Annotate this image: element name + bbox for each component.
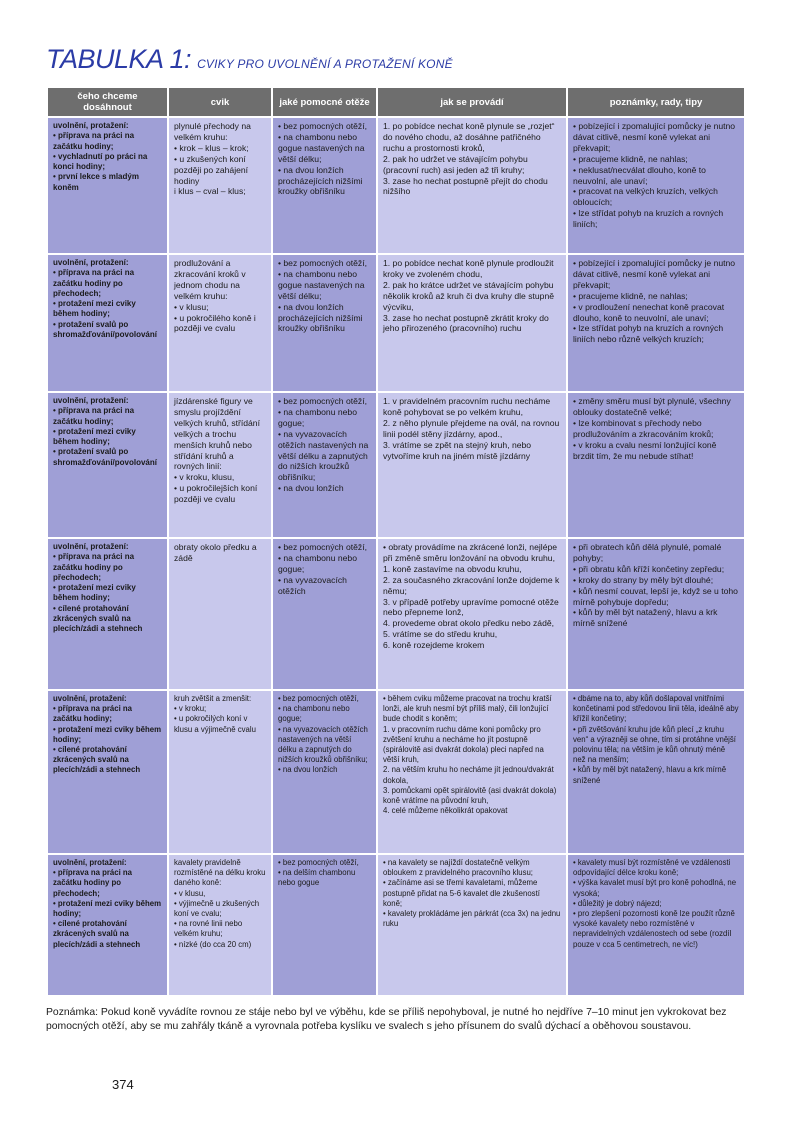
- procedure-cell: [377, 854, 567, 996]
- notes-cell-text: • kavalety musí být rozmístěné ve vzdálenosti odpovídající délce kroku koně; • výška kavalet musí být pro koně pohodlná, ne vysoká; • důležitý je dobrý nájezd; • pro zlepšení pozornosti koně lze použít různě vysoké kavalety nebo rozmístěné v nepravidelných vzdálenostech od sebe (rozdíl pouze v cca 5 centimetrech, ne víc!): [573, 858, 737, 949]
- reins-cell: [272, 854, 377, 996]
- exercise-cell-text: kruh zvětšit a zmenšit: • v kroku; • u pokročilých koní v klusu a výjimečně cvalu: [174, 694, 256, 734]
- reins-cell-text: • bez pomocných otěží, • na chambonu nebo gogue nastavených na větší délku; • na dvou lonžích procházejících nižšími kroužky obřišníku: [278, 121, 367, 197]
- notes-cell-text: • pobízející i zpomalující pomůcky je nutno dávat citlivě, nesmí koně vylekat ani překvapit; • pracujeme klidně, ne nahlas; • v prodloužení nenechat koně pracovat dlouho, koně to neuvolní, ale unaví; • lze střídat pohyb na kruzích a rovných liniích nebo různě velkých kruzích;: [573, 258, 736, 345]
- table-body: [47, 117, 745, 996]
- reins-cell: [272, 392, 377, 538]
- goal-cell-text: uvolnění, protažení: • příprava na práci na začátku hodiny po přechodech; • protažení mezi cviky během hodiny; • protažení svalů po shromažďování/povolování: [53, 258, 157, 340]
- procedure-cell-text: 1. v pravidelném pracovním ruchu necháme koně pohybovat se po velkém kruhu, 2. z něho plynule přejdeme na ovál, na rovnou linii podél stěny jízdárny, apod., 3. vrátíme se zpět na stejný kruh, nebo vytvoříme kruh na jiném místě jízdárny: [383, 396, 560, 461]
- table-title: [46, 44, 453, 74]
- notes-cell-text: • pobízející i zpomalující pomůcky je nutno dávat citlivě, nesmí koně vylekat ani překvapit; • pracujeme klidně, ne nahlas; • neklusat/necválat dlouho, koně to neuvolní, ale unaví; • pracovat na velkých kruzích, velkých obloucích; • lze střídat pohyb na kruzích a rovných liniích;: [573, 121, 736, 230]
- exercise-cell: [168, 854, 272, 996]
- notes-cell: [567, 854, 745, 996]
- goal-cell: [47, 392, 168, 538]
- procedure-cell-text: 1. po pobídce nechat koně plynule se „rozjet“ do nového chodu, až dosáhne patřičného ruchu a prostornosti kroků, 2. pak ho udržet ve stávajícím pohybu (pracovní ruch) asi jeden až tři kruhy; 3. zase ho nechat postupně přejít do chodu nižšího: [383, 121, 555, 197]
- procedure-cell-text: • obraty provádíme na zkrácené lonži, nejlépe při změně směru lonžování na obvodu kruhu, 1. koně zastavíme na obvodu kruhu, 2. za současného zkracování lonže dojdeme k němu; 3. v případě potřeby upravíme pomocné otěže nebo přepneme lonž, 4. provedeme obrat okolo předku nebo zádě, 5. vrátíme se do středu kruhu, 6. koně rozejdeme krokem: [383, 542, 560, 651]
- exercise-cell-text: kavalety pravidelně rozmístěné na délku kroku daného koně: • v klusu, • výjimečně u zkušených koní ve cvalu; • na rovné linii nebo velkém kruhu; • nízké (do cca 20 cm): [174, 858, 266, 949]
- header-exercise: cvik: [168, 87, 272, 117]
- table-title-caption: CVIKY PRO UVOLNĚNÍ A PROTAŽENÍ KONĚ: [197, 57, 453, 71]
- notes-cell-text: • změny směru musí být plynulé, všechny oblouky dostatečně velké; • lze kombinovat s přechody nebo prodlužováním a zkracováním kroků; • v kroku a cvalu nesmí lonžující koně brzdit tím, že mu nebude stíhat!: [573, 396, 731, 461]
- notes-cell: [567, 254, 745, 392]
- reins-cell: [272, 538, 377, 690]
- notes-cell: [567, 690, 745, 854]
- exercise-cell-text: plynulé přechody na velkém kruhu: • krok – klus – krok; • u zkušených koní později po zahájení hodiny i klus – cval – klus;: [174, 121, 251, 197]
- footnote: Poznámka: Pokud koně vyvádíte rovnou ze stáje nebo byl ve výběhu, kde se příliš nepohyboval, je nutné ho nejdříve 7–10 minut jen vykrokovat bez pomocných otěží, aby se mu zahřály tkáně a vyrovnala potřeba kyslíku ve svalech s jeho přísunem do svalů dýchací a oběhovou soustavou.: [46, 1007, 727, 1032]
- table-row: [47, 854, 745, 996]
- table-header: [47, 87, 745, 117]
- header-goal: čeho chceme dosáhnout: [47, 87, 168, 117]
- procedure-cell-text: • během cviku můžeme pracovat na trochu kratší lonži, ale kruh nesmí být příliš malý, čili lonžující bude chodit s koněm; 1. v pracovním ruchu dáme koni pomůcky pro zvětšení kruhu a necháme ho jít postupně (spirálovitě asi dvakrát dokola) pleci napřed na větší kruh, 2. na větším kruhu ho necháme jít jednou/dvakrát dokola, 3. pomůckami opět spirálovitě (asi dvakrát dokola) koně vrátíme na původní kruh, 4. celé můžeme několikrát opakovat: [383, 694, 557, 816]
- table-row: [47, 117, 745, 254]
- exercise-cell: [168, 690, 272, 854]
- goal-cell-text: uvolnění, protažení: • příprava na práci na začátku hodiny; • protažení mezi cviky během hodiny; • cílené protahování zkrácených svalů na plecích/zádi a stehnech: [53, 694, 162, 775]
- reins-cell-text: • bez pomocných otěží, • na chambonu nebo gogue; • na vyvazovacích otěžích nastavených na větší délku a zapnutých do nižších kroužků obřišníku; • na dvou lonžích: [278, 694, 368, 775]
- procedure-cell: [377, 117, 567, 254]
- goal-cell-text: uvolnění, protažení: • příprava na práci na začátku hodiny; • vychladnutí po práci na konci hodiny; • první lekce s mladým koněm: [53, 121, 148, 192]
- exercise-cell: [168, 254, 272, 392]
- reins-cell: [272, 254, 377, 392]
- reins-cell-text: • bez pomocných otěží, • na delším chambonu nebo gogue: [278, 858, 359, 888]
- goal-cell: [47, 854, 168, 996]
- reins-cell-text: • bez pomocných otěží, • na chambonu nebo gogue; • na vyvazovacích otěžích nastavených na větší délku a zapnutých do nižších kroužků obřišníku; • na dvou lonžích: [278, 396, 369, 494]
- procedure-cell-text: • na kavalety se najíždí dostatečně velkým obloukem z pravidelného pracovního klusu; • začínáme asi se třemi kavaletami, můžeme postupně přidat na 5-6 kavalet dle zkušeností koně; • kavalety prokládáme jen párkrát (cca 3x) na jednu ruku: [383, 858, 561, 929]
- goal-cell: [47, 538, 168, 690]
- goal-cell: [47, 254, 168, 392]
- procedure-cell: [377, 690, 567, 854]
- goal-cell: [47, 117, 168, 254]
- header-procedure: jak se provádí: [377, 87, 567, 117]
- goal-cell: [47, 690, 168, 854]
- exercise-cell-text: obraty okolo předku a zádě: [174, 542, 257, 563]
- page-number: 374: [112, 1077, 134, 1092]
- goal-cell-text: uvolnění, protažení: • příprava na práci na začátku hodiny; • protažení mezi cviky během hodiny; • protažení svalů po shromažďování/povolování: [53, 396, 157, 467]
- exercise-cell: [168, 392, 272, 538]
- exercise-table: [46, 86, 746, 997]
- procedure-cell: [377, 392, 567, 538]
- exercise-cell: [168, 538, 272, 690]
- table-row: [47, 690, 745, 854]
- notes-cell: [567, 117, 745, 254]
- notes-cell: [567, 392, 745, 538]
- goal-cell-text: uvolnění, protažení: • příprava na práci na začátku hodiny po přechodech; • protažení mezi cviky během hodiny; • cílené protahování zkrácených svalů na plecích/zádi a stehnech: [53, 542, 143, 634]
- reins-cell: [272, 690, 377, 854]
- exercise-cell: [168, 117, 272, 254]
- reins-cell-text: • bez pomocných otěží, • na chambonu nebo gogue; • na vyvazovacích otěžích: [278, 542, 367, 596]
- notes-cell-text: • při obratech kůň dělá plynulé, pomalé pohyby; • při obratu kůň kříží končetiny zepředu; • kroky do strany by měly být dlouhé; • kůň nesmí couvat, lepší je, když se u toho mírně pohybuje dopředu; • kůň by měl být natažený, hlavu a krk mírně snížené: [573, 542, 738, 629]
- notes-cell-text: • dbáme na to, aby kůň došlapoval vnitřními končetinami pod středovou linii těla, ideálně aby křížil končetiny; • při zvětšování kruhu jde kůň plecí „z kruhu ven“ a výrazněji se ohne, tím si protáhne vnější polovinu těla; na větším je kůň ohnutý méně než na menším; • kůň by měl být natažený, hlavu a krk mírně snížené: [573, 694, 739, 785]
- header-notes: poznámky, rady, tipy: [567, 87, 745, 117]
- exercise-cell-text: prodlužování a zkracování kroků v jednom chodu na velkém kruhu: • v klusu; • u pokročilého koně i později ve cvalu: [174, 258, 256, 334]
- reins-cell: [272, 117, 377, 254]
- table-row: [47, 538, 745, 690]
- procedure-cell-text: 1. po pobídce nechat koně plynule prodloužit kroky ve zvoleném chodu, 2. pak ho krátce udržet ve stávajícím pohybu několik kroků až kruh či dva kruhy dle stupně výcviku, 3. zase ho nechat postupně zkrátit kroky do jeho přirozeného (pracovního) ruchu: [383, 258, 555, 334]
- table-title-number: TABULKA 1:: [46, 44, 192, 74]
- header-auxiliary-reins: jaké pomocné otěže: [272, 87, 377, 117]
- reins-cell-text: • bez pomocných otěží, • na chambonu nebo gogue nastavených na větší délku; • na dvou lonžích procházejících nižšími kroužky obřišníku: [278, 258, 367, 334]
- procedure-cell: [377, 254, 567, 392]
- exercise-cell-text: jízdárenské figury ve smyslu projíždění velkých kruhů, střídání velkých a trochu menších kruhů nebo střídání kruhů a rovných linií: • v kroku, klusu, • u pokročilejších koní později ve cvalu: [174, 396, 260, 505]
- header-row: [47, 87, 745, 117]
- table-row: [47, 254, 745, 392]
- table-row: [47, 392, 745, 538]
- notes-cell: [567, 538, 745, 690]
- procedure-cell: [377, 538, 567, 690]
- goal-cell-text: uvolnění, protažení: • příprava na práci na začátku hodiny po přechodech; • protažení mezi cviky během hodiny; • cílené protahování zkrácených svalů na plecích/zádi a stehnech: [53, 858, 162, 949]
